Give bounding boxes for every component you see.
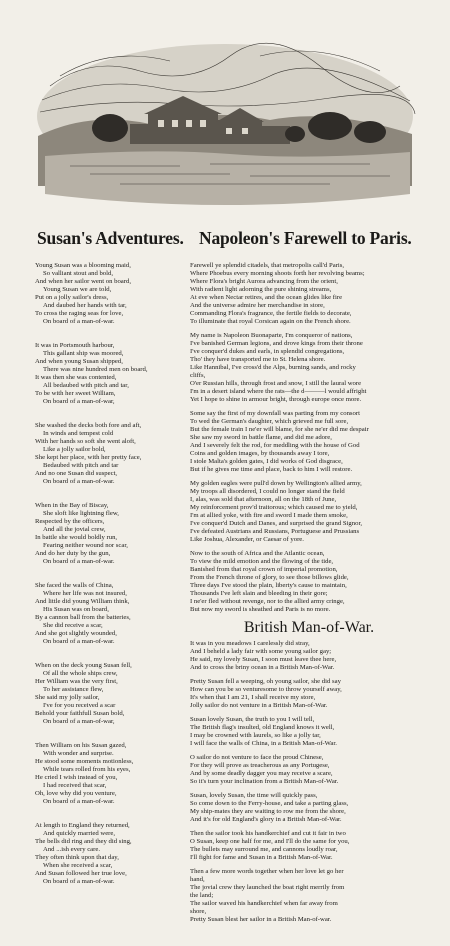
verse-line: It was then she was contented, <box>35 374 117 381</box>
verse-line: But if he gives me time and place, back to him I will restore. <box>190 466 353 473</box>
stanza <box>35 582 197 646</box>
verse-line: And ...ish every care. <box>43 846 101 853</box>
verse-line: She did receive a scar, <box>43 622 103 629</box>
stanza <box>190 262 428 326</box>
verse-line: The bells did ring and they did sing, <box>35 838 132 845</box>
stanza <box>190 792 428 824</box>
stanza <box>35 742 197 806</box>
verse-line: At eve when Nectar retires, and the ocean glides like fire <box>190 294 343 301</box>
verse-line: So come down to the Ferry-house, and take a parting glass, <box>190 800 349 807</box>
verse-line: I stole Malta's golden gates, I did works of God disgrace, <box>190 458 343 465</box>
verse-line: The sailor waved his handkerchief when far away from <box>190 900 338 907</box>
verse-line: On board of a man-of-war. <box>43 878 115 885</box>
verse-line: He said, my lovely Susan, I soon must leave thee here, <box>190 656 337 663</box>
verse-line: She saw my sword in battle flame, and did me adore, <box>190 434 332 441</box>
verse-line: The British flag's insulted, old England knows it well, <box>190 724 335 731</box>
verse-line: Thousands I've left slain and bleeding in their gore; <box>190 590 328 597</box>
verse-line: Pretty Susan blest her sailor in a British Man-of-war. <box>190 916 332 923</box>
verse-line: On board of a man-of-war. <box>43 478 115 485</box>
title-british-man-of-war: British Man-of-War. <box>243 619 375 636</box>
verse-line: To view the mild emotion and the flowing of the tide, <box>190 558 334 565</box>
verse-line: Where Flora's bright Aurora advancing from the orient, <box>190 278 338 285</box>
stanza <box>35 662 197 726</box>
verse-line: When on the deck young Susan fell, <box>35 662 132 669</box>
verse-line: And little did young William think, <box>35 598 130 605</box>
verse-line: My golden eagles were pull'd down by Wellington's allied army, <box>190 480 362 487</box>
verse-line: How can you be so venturesome to throw yourself away, <box>190 686 342 693</box>
verse-line: I've banished German legions, and drove kings from their throne <box>190 340 363 347</box>
verse-line: the land; <box>190 892 214 899</box>
verse-line: I've conquer'd Dutch and Danes, and surprised the grand Signor, <box>190 520 363 527</box>
verse-line: She kept her place, with her pretty face, <box>35 454 142 461</box>
poem-susans-adventures <box>35 262 197 902</box>
verse-line: His Susan was on board, <box>43 606 109 613</box>
verse-line: And no one Susan did suspect, <box>35 470 118 477</box>
poem-napoleon-and-man-of-war <box>190 262 428 930</box>
verse-line: It's when that I am 21, I shall receive my store, <box>190 694 316 701</box>
verse-line: With her hands so soft she went aloft, <box>35 438 136 445</box>
stanza <box>190 830 428 862</box>
stanza <box>35 342 197 406</box>
verse-line: By a cannon ball from the batteries, <box>35 614 131 621</box>
verse-line: And she got slightly wounded, <box>35 630 117 637</box>
stanza <box>35 262 197 326</box>
verse-line: Her William was the very first, <box>35 678 118 685</box>
verse-line: When she received a scar, <box>43 862 113 869</box>
verse-line: And it's for old England's glory in a British Man-of-War. <box>190 816 342 823</box>
verse-line: He stood some moments motionless, <box>35 758 134 765</box>
verse-line: And when her sailor went on board, <box>35 278 132 285</box>
verse-line: For they will prove as treacherous as any Portugese, <box>190 762 330 769</box>
verse-line: And I severely felt the rod, for meddling with the house of God <box>190 442 360 449</box>
verse-line: I may be crowned with laurels, so like a jolly tar, <box>190 732 321 739</box>
verse-line: So it's turn your inclination from a British Man-of-War. <box>190 778 339 785</box>
poem-british-man-of-war <box>190 640 428 924</box>
verse-line: On board of a man-of-war, <box>43 718 115 725</box>
verse-line: I will face the walls of China, in a British Man-of-War. <box>190 740 337 747</box>
verse-line: cliffs, <box>190 372 206 379</box>
verse-line: To wed the German's daughter, which grieved me full sore, <box>190 418 349 425</box>
verse-line: But the female train I ne'er will blame, for she ne'er did me despair <box>190 426 369 433</box>
stanza <box>190 716 428 748</box>
verse-line: It was in Portsmouth harbour, <box>35 342 115 349</box>
stanza <box>190 640 428 672</box>
stanza <box>35 822 197 886</box>
verse-line: And when young Susan shipped, <box>35 358 123 365</box>
verse-line: Then the sailor took his handkerchief and cut it fair in two <box>190 830 346 837</box>
verse-line: So valliant stout and bold, <box>43 270 114 277</box>
verse-line: Jolly sailor do not venture in a British Man-of-War. <box>190 702 328 709</box>
verse-line: With wonder and surprise. <box>43 750 114 757</box>
verse-line: Like Joshua, Alexander, or Caesar of yore. <box>190 536 304 543</box>
verse-line: In winds and tempest cold <box>43 430 114 437</box>
verse-line: hand, <box>190 876 205 883</box>
verse-line: My ship-mates they are waiting to row me from the shore, <box>190 808 346 815</box>
verse-line: In battle she would boldly run, <box>35 534 118 541</box>
verse-line: This gallant ship was moored, <box>43 350 124 357</box>
verse-line: And I beheld a lady fair with some young sailor gay; <box>190 648 332 655</box>
verse-line: My reinforcement prov'd traitorous; which caused me to yield, <box>190 504 358 511</box>
verse-line: Fearing neither wound nor scar, <box>43 542 128 549</box>
verse-line: Oh, love why did you venture, <box>35 790 117 797</box>
verse-line: shore, <box>190 908 207 915</box>
verse-line: Of all the whole ships crew, <box>43 670 118 677</box>
stanza <box>190 550 428 614</box>
verse-line: O sailor do not venture to face the proud Chinese, <box>190 754 324 761</box>
verse-line: The jovial crew they launched the boat right merrily from <box>190 884 345 891</box>
woodcut-illustration <box>30 16 420 216</box>
verse-line: And by some deadly dagger you may receive a scare, <box>190 770 333 777</box>
verse-line: O Susan, keep one half for me, and I'll do the same for you, <box>190 838 350 845</box>
verse-line: And do her duty by the gun, <box>35 550 111 557</box>
verse-line: My name is Napoleon Buonaparte, I'm conqueror of nations, <box>190 332 353 339</box>
stanza <box>190 410 428 474</box>
verse-line: When in the Bay of Biscay, <box>35 502 109 509</box>
stanza <box>190 332 428 404</box>
verse-line: Like a jolly sailor bold, <box>43 446 106 453</box>
verse-line: And all the jovial crew, <box>43 526 106 533</box>
verse-line: Then a few more words together when her love let go her <box>190 868 344 875</box>
verse-line: There was nine hundred men on board, <box>43 366 148 373</box>
verse-line: On board of a man-of-war. <box>43 318 115 325</box>
verse-line: Susan lovely Susan, the truth to you I will tell, <box>190 716 315 723</box>
verse-line: Respected by the officers, <box>35 518 105 525</box>
verse-line: Farewell ye splendid citadels, that metropolis call'd Paris, <box>190 262 345 269</box>
verse-line: On board of a man-of-war, <box>43 398 115 405</box>
verse-line: She sloft like lightning flew, <box>43 510 119 517</box>
verse-line: I'll fight for fame and Susan in a British Man-of-War. <box>190 854 333 861</box>
verse-line: I had received that scar, <box>43 782 107 789</box>
verse-line: But now my sword is sheathed and Paris is no more. <box>190 606 331 613</box>
verse-line: With radient light adorning the pure shining streams, <box>190 286 332 293</box>
verse-line: And quickly married were, <box>43 830 116 837</box>
verse-line: They often think upon that day, <box>35 854 119 861</box>
verse-line: She washed the decks both fore and aft, <box>35 422 142 429</box>
verse-line: I've conquer'd dukes and earls, in splendid congregations, <box>190 348 345 355</box>
title-susans-adventures: Susan's Adventures. <box>37 228 184 248</box>
verse-line: Pretty Susan fell a weeping, oh young sailor, she did say <box>190 678 341 685</box>
verse-line: And daubed her hands with tar, <box>43 302 127 309</box>
title-napoleons-farewell: Napoleon's Farewell to Paris. <box>199 228 412 248</box>
verse-line: To be with her sweet William, <box>35 390 116 397</box>
verse-line: Commanding Flora's fragrance, the fertile fields to decorate, <box>190 310 352 317</box>
verse-line: And the universe admire her merchandise in store, <box>190 302 325 309</box>
verse-line: To cross the raging seas for love, <box>35 310 124 317</box>
verse-line: She said my jolly sailor, <box>35 694 100 701</box>
verse-line: I'm in a desert island where the rats—the d———l would affright <box>190 388 367 395</box>
verse-line: Young Susan we are told, <box>43 286 112 293</box>
verse-line: And to cross the briny ocean in a British Man-of-War. <box>190 664 335 671</box>
verse-line: Some say the first of my downfall was parting from my consort <box>190 410 360 417</box>
verse-line: He cried I wish instead of you, <box>35 774 118 781</box>
verse-line: Put on a jolly sailor's dress, <box>35 294 109 301</box>
verse-line: Then William on his Susan gazed, <box>35 742 127 749</box>
verse-line: The bullets may surround me, and cannons loudly roar, <box>190 846 338 853</box>
verse-line: At length to England they returned, <box>35 822 130 829</box>
verse-line: She faced the walls of China, <box>35 582 114 589</box>
verse-line: Three days I've stood the plain, liberty's cause to maintain, <box>190 582 347 589</box>
verse-line: I, alas, was sold that afternoon, all on the 18th of June, <box>190 496 337 503</box>
verse-line: I ne'er fled without revenge, nor to the allied army cringe, <box>190 598 345 605</box>
verse-line: O'er Russian hills, through frost and snow, I still the laural wore <box>190 380 362 387</box>
stanza <box>190 678 428 710</box>
verse-line: It was in you meadows I carelessly did stray, <box>190 640 310 647</box>
verse-line: On board of a man-of-war. <box>43 798 115 805</box>
stanza <box>35 502 197 566</box>
verse-line: My troops all disordered, I could no longer stand the field <box>190 488 345 495</box>
verse-line: Banished from that royal crown of imperial promotion, <box>190 566 338 573</box>
verse-line: I've for you received a scar <box>43 702 116 709</box>
verse-line: I've defeated Austrians and Russians, Portuguese and Prussians <box>190 528 360 535</box>
verse-line: On board of a man-of-war. <box>43 638 115 645</box>
verse-line: And Susan followed her true love, <box>35 870 127 877</box>
verse-line: Now to the south of Africa and the Atlantic ocean, <box>190 550 325 557</box>
verse-line: I'm at allied yoke, with fire and sword I made them smoke, <box>190 512 348 519</box>
verse-line: Susan, lovely Susan, the time will quickly pass, <box>190 792 318 799</box>
stanza <box>190 480 428 544</box>
verse-line: Where her life was not insured, <box>43 590 127 597</box>
verse-line: Young Susan was a blooming maid, <box>35 262 131 269</box>
verse-line: To her assistance flew, <box>43 686 104 693</box>
verse-line: Behold your faithfull Susan bold, <box>35 710 125 717</box>
verse-line: To illuminate that royal Corsican again on the French shore. <box>190 318 351 325</box>
verse-line: Like Hannibal, I've cross'd the Alps, burning sands, and rocky <box>190 364 356 371</box>
verse-line: Bedaubed with pitch and tar <box>43 462 119 469</box>
verse-line: Tho' they have transported me to St. Helena shore. <box>190 356 326 363</box>
poem-napoleons-farewell <box>190 262 428 614</box>
verse-line: Where Phoebus every morning shoots forth her revolving beams; <box>190 270 365 277</box>
verse-line: Coins and golden images, by thousands away I tore, <box>190 450 330 457</box>
verse-line: On board of a man-of-war. <box>43 558 115 565</box>
verse-line: From the French throne of glory, to see those billows glide, <box>190 574 349 581</box>
verse-line: Yet I hope to shine in armour bright, through europe once more. <box>190 396 362 403</box>
stanza <box>35 422 197 486</box>
stanza <box>190 868 428 924</box>
stanza <box>190 754 428 786</box>
verse-line: All bedaubed with pitch and tar, <box>43 382 129 389</box>
verse-line: While tears rolled from his eyes, <box>43 766 131 773</box>
